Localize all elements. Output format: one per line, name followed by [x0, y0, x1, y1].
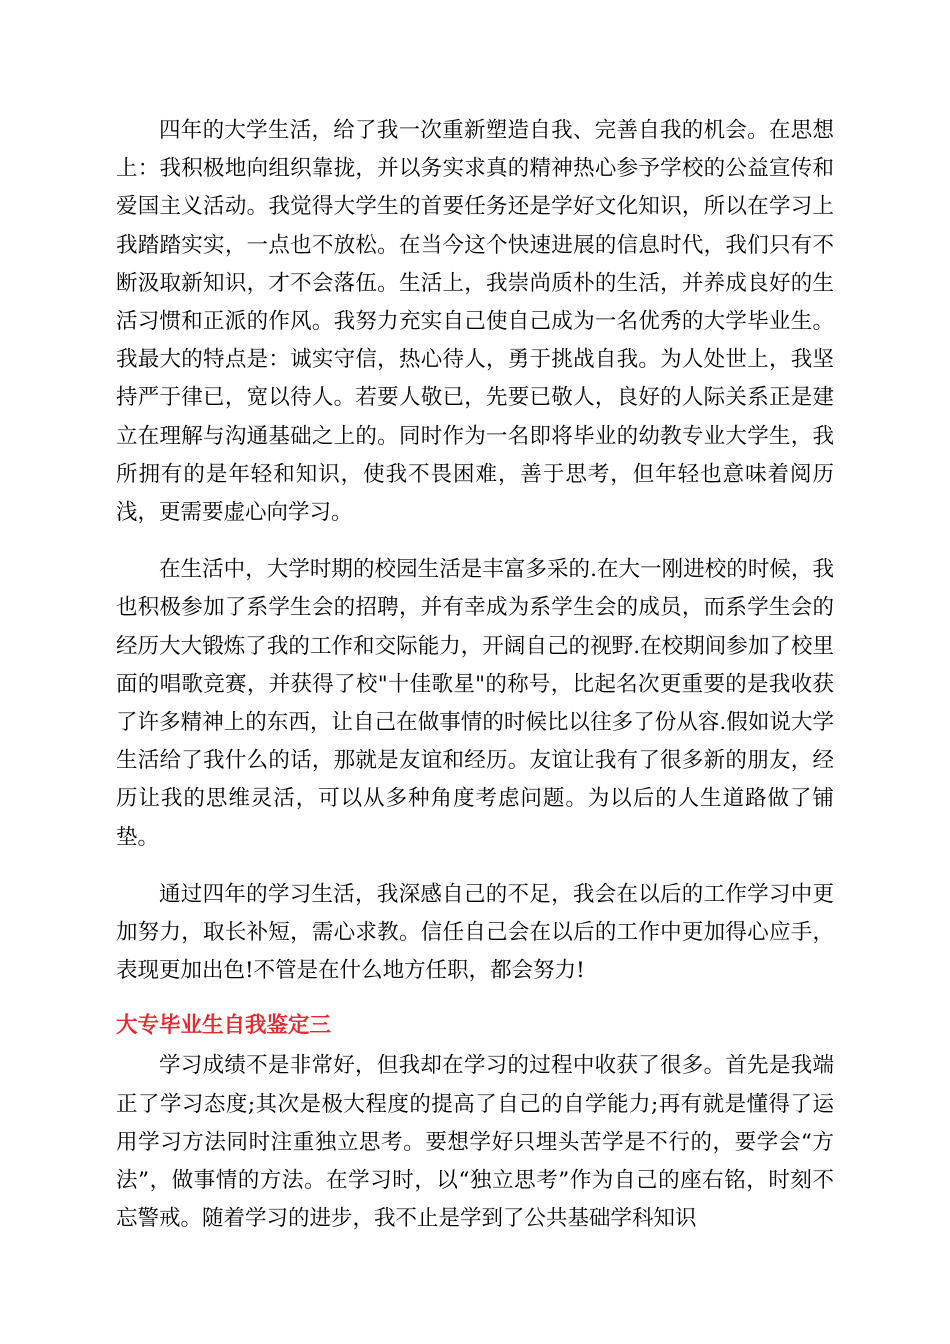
paragraph-university-life: 四年的大学生活，给了我一次重新塑造自我、完善自我的机会。在思想上：我积极地向组织靠拢，并以务实求真的精神热心参予学校的公益宣传和爱国主义活动。我觉得大学生的首要任务还是学好文化知识，所以在学习上我踏踏实实，一点也不放松。在当今这个快速进展的信息时代，我们只有不断汲取新知识，才不会落伍。生活上，我崇尚质朴的生活，并养成良好的生活习惯和正派的作风。我努力充实自己使自己成为一名优秀的大学毕业生。我最大的特点是：诚实守信，热心待人，勇于挑战自我。为人处世上，我坚持严于律已，宽以待人。若要人敬已，先要已敬人，良好的人际关系正是建立在理解与沟通基础之上的。同时作为一名即将毕业的幼教专业大学生，我所拥有的是年轻和知识，使我不畏困难，善于思考，但年轻也意味着阅历浅，更需要虚心向学习。: [116, 118, 834, 526]
document-body: [116, 112, 834, 1238]
paragraph-conclusion: 通过四年的学习生活，我深感自己的不足，我会在以后的工作学习中更加努力，取长补短，需心求教。信任自己会在以后的工作中更加得心应手，表现更加出色!不管是在什么地方任职，都会努力!: [116, 881, 834, 984]
section-heading: 大专毕业生自我鉴定三: [116, 1013, 332, 1039]
paragraph-campus-life: 在生活中，大学时期的校园生活是丰富多采的.在大一刚进校的时候，我也积极参加了系学生会的招聘，并有幸成为系学生会的成员，而系学生会的经历大大锻炼了我的工作和交际能力，开阔自己的视野.在校期间参加了校里面的唱歌竞赛，并获得了校"十佳歌星"的称号，比起名次更重要的是我收获了许多精神上的东西，让自己在做事情的时候比以往多了份从容.假如说大学生活给了我什么的话，那就是友谊和经历。友谊让我有了很多新的朋友，经历让我的思维灵活，可以从多种角度考虑问题。为以后的人生道路做了铺垫。: [116, 557, 834, 850]
paragraph-study-results: 学习成绩不是非常好，但我却在学习的过程中收获了很多。首先是我端正了学习态度;其次是极大程度的提高了自己的自学能力;再有就是懂得了运用学习方法同时注重独立思考。要想学好只埋头苦学是不行的，要学会“方法”，做事情的方法。在学习时，以“独立思考”作为自己的座右铭，时刻不忘警戒。随着学习的进步，我不止是学到了公共基础学科知识: [116, 1053, 834, 1232]
